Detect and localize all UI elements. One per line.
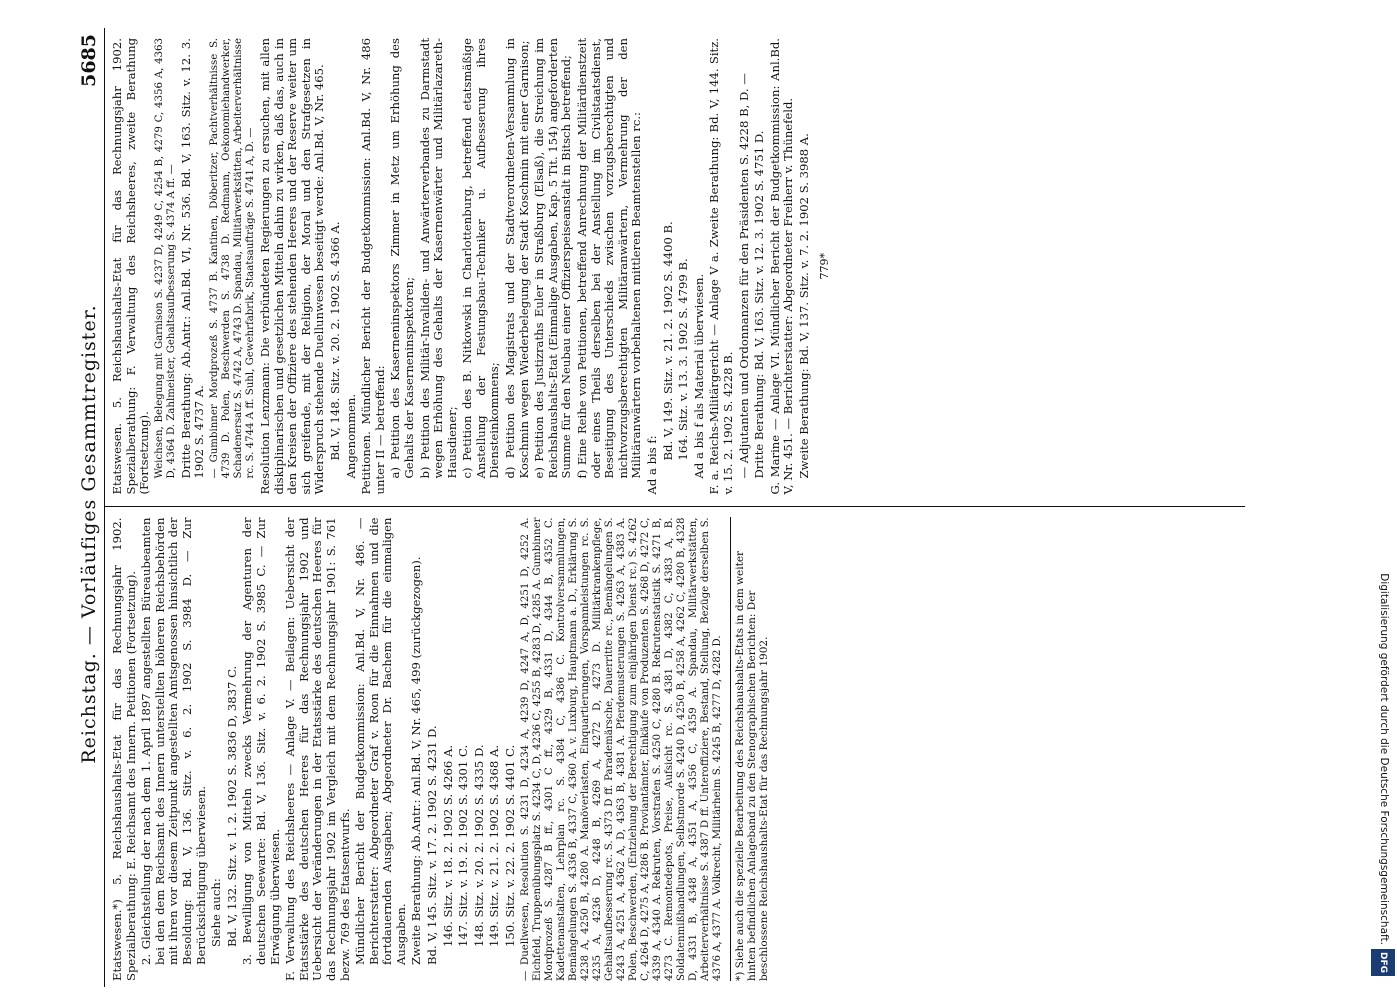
page-title: Reichstag. — Vorläufiges Gesammtregister. <box>78 304 100 764</box>
text-entry: f) Eine Reihe von Petitionen, betreffend Anrechnung der Militärdienstzeit oder eines Theils derselben bei der Anstellung im Civilstaatsdienst, Beseitigung des Unterschieds zwischen vorzugsberechtigten und nichtvorzugsberechtigten Militäranwärtern, Vermehrung der den Militäranwärtern vorbehaltenen mittleren Beamtenstellen rc.: <box>575 38 644 479</box>
text-entry: 2. Gleichstellung der nach dem 1. April 1897 angestellten Büreaubeamten bei den dem Reichsamt des Innern unterstellten höheren Reichsbehörden mit ihren vor diesem Zeitpunkt angestellten Amtsgenossen hinsichtlich der Besoldung: Bd. V, 136. Sitz. v. 6. 2. 1902 S. 3984 D. — Zur Berücksichtigung überwiesen. <box>139 517 208 965</box>
text-entry: F. Verwaltung des Reichsheeres — Anlage V. — Beilagen: Uebersicht der Etatsstärke des deutschen Heeres für das Rechnungsjahr 1902 und Uebersicht der Veränderungen in der Etatsstärke des deutschen Heeres für das Rechnungsjahr 1902 im Vergleich mit dem Rechnungsjahr 1901: S. 761 bezw. 769 des Etatsentwurfs. <box>283 517 352 981</box>
text-entry: Zweite Berathung: Ab.Antr.: Anl.Bd. V, Nr. 465, 499 (zurückgezogen). <box>409 556 424 965</box>
left-column <box>105 508 1245 988</box>
text-entry: — Adjutanten und Ordonnanzen für den Präsidenten S. 4228 B, D. — <box>736 73 751 479</box>
funding-sidebar <box>1365 20 1395 980</box>
funding-text: Digitalisierung gefördert durch die Deutsche Forschungsgemeinschaft. <box>1378 573 1390 945</box>
text-entry: Ad a bis f: <box>645 435 659 495</box>
text-entry: — Gumbinner Mordprozeß S. 4737 B. Kantinen, Döberitzer, Pachtverhältnisse S. 4739 D. Polen, Beschwerden S. 4738 D. Redmann, Oekonomiehandwerker, Schadenersatz S. 4742 A, 4743 D. Spandau, Militärwerkstätten, Arbeiterverhältnisse rc. S. 4744 A ff. Suhl, Gewehrfabrik, Staatsaufträge S. 4741 A, D. — <box>208 38 256 479</box>
text-entry: G. Marine — Anlage VI. Mündlicher Bericht der Budgetkommission: Anl.Bd. V, Nr. 451. — Berichterstatter: Abgeordneter Freiherr v. Thünefeld. <box>767 38 796 495</box>
text-entry: Zweite Berathung: Bd. V, 137. Sitz. v. 7. 2. 1902 S. 3988 A. <box>796 133 811 479</box>
text-entry: Angenommen. <box>343 393 358 479</box>
text-entry: 3. Bewilligung von Mitteln zwecks Vermehrung der Agenturen der deutschen Seewarte: Bd. V, 136. Sitz. v. 6. 2. 1902 S. 3985 C. — Zur Erwägung überwiesen. <box>240 517 282 965</box>
text-entry: Etatswesen.*) 5. Reichshaushalts-Etat für das Rechnungsjahr 1902. Spezialberathung: E. Reichsamt des Innern. Petitionen (Fortsetzung). <box>110 517 138 981</box>
text-entry: 149. Sitz. v. 21. 2. 1902 S. 4368 A. <box>487 744 502 947</box>
text-entry: 164. Sitz. v. 13. 3. 1902 S. 4799 B. <box>676 258 691 461</box>
text-entry: Weichsen, Belegung mit Garnison S. 4237 D, 4249 C, 4254 B, 4279 C, 4356 A, 4363 D, 4364 D. Zahlmeister, Gehaltsaufbesserung S. 4374 A ff. — <box>153 38 177 479</box>
text-entry: Ad a bis f als Material überwiesen. <box>691 273 706 479</box>
text-entry: a) Petition des Kaserneninspektors Zimmer in Metz um Erhöhung des Gehalts der Kaserneninspektoren; <box>388 38 416 479</box>
text-entry: d) Petition des Magistrats und der Stadtverordneten-Versammlung in Koschmin wegen Wiederbelegung der Stadt Koschmin mit einer Garnison; <box>503 38 531 479</box>
text-entry: F. a. Reichs-Militärgericht — Anlage V a. Zweite Berathung: Bd. V, 144. Sitz. v. 15. 2. 1902 S. 4228 B. <box>707 38 735 495</box>
text-entry: 148. Sitz. v. 20. 2. 1902 S. 4335 D. <box>471 744 486 947</box>
columns <box>105 28 1245 987</box>
text-entry: Dritte Berathung: Ab.Antr.: Anl.Bd. VI, Nr. 536. Bd. V, 163. Sitz. v. 12. 3. 1902 S. 4737 A. <box>178 38 207 479</box>
dfg-logo: DFG <box>1371 949 1395 976</box>
page-number: 5685 <box>78 34 100 87</box>
text-entry: e) Petition des Justizraths Euler in Straßburg (Elsaß), die Streichung im Reichshaushalts-Etat (Einmalige Ausgaben, Kap. 5 Tit. 154) angeforderten Summe für den Neubau einer Offizierspeiseanstalt in Bitsch betreffend; <box>532 38 574 479</box>
funding-note <box>1373 20 1395 980</box>
text-entry: Dritte Berathung: Bd. V, 163. Sitz. v. 12. 3. 1902 S. 4751 D. <box>752 130 767 479</box>
text-entry: 146. Sitz. v. 18. 2. 1902 S. 4266 A. <box>440 744 455 947</box>
footnote: *) Siehe auch die spezielle Bearbeitung des Reichshaushalts-Etats in dem weiter hinten befindlichen Anlageband zu den Stenographischen Berichten: Der beschlossene Reichshaushalts-Etat für das Rechnungsjahr 1902. <box>730 518 771 982</box>
right-column <box>105 28 1245 508</box>
text-entry: Bd. V, 148. Sitz. v. 20. 2. 1902 S. 4366 A. <box>327 221 342 461</box>
text-entry: 150. Sitz. v. 22. 2. 1902 S. 4401 C. <box>503 744 518 947</box>
text-entry: Mündlicher Bericht der Budgetkommission: Anl.Bd. V, Nr. 486. — Berichterstatter: Abgeordneter Graf v. Roon für die Einnahmen und die fortdauernden Ausgaben; Abgeordneter Dr. Bachem für die einmaligen Ausgaben. <box>353 517 408 965</box>
page-marker: 779* <box>817 253 831 280</box>
rotated-page <box>68 20 1258 995</box>
text-entry: c) Petition des B. Nitkowski in Charlottenburg, betreffend etatsmäßige Anstellung der Festungsbau-Techniker u. Aufbesserung ihres Diensteinkommens; <box>460 38 502 479</box>
text-entry: b) Petition des Militär-Invaliden- und Anwärterverbandes zu Darmstadt wegen Erhöhung des Gehalts der Kasernenwärter und Militärlazareth-Hausdiener; <box>417 38 459 479</box>
page-header <box>74 28 105 987</box>
text-entry: Bd. V, 132. Sitz. v. 1. 2. 1902 S. 3836 D, 3837 C. <box>224 665 239 947</box>
text-entry: Resolution Lenzmann: Die verbündeten Regierungen zu ersuchen, mit allen diskiplinarischen und gesetzlichen Mitteln dahin zu wirken, daß das, auch in den Kreisen der Offiziere des stehenden Heeres und der Reserve weiter um sich greifende, mit der Religion, der Moral und den Strafgesetzen in Widerspruch stehende Duellunwesen beseitigt werde: Anl.Bd. V, Nr. 465. <box>257 38 327 495</box>
text-entry: 147. Sitz. v. 19. 2. 1902 S. 4301 C. <box>456 744 471 947</box>
text-entry: Siehe auch: <box>209 878 224 947</box>
text-entry: Bd. V, 145. Sitz. v. 17. 2. 1902 S. 4231 D. <box>425 725 440 965</box>
text-entry: Etatswesen. 5. Reichshaushalts-Etat für das Rechnungsjahr 1902. Spezialberathung: F. Verwaltung des Reichsheeres, zweite Berathung (Fortsetzung). <box>110 38 152 495</box>
text-entry: Petitionen. Mündlicher Bericht der Budgetkommission: Anl.Bd. V, Nr. 486 unter II — betreffend: <box>359 38 387 495</box>
text-entry: Bd. V, 149. Sitz. v. 21. 2. 1902 S. 4400 B. <box>660 221 675 461</box>
text-entry: — Duellwesen, Resolution S. 4231 D, 4234 A, 4239 D, 4247 A, D, 4251 D, 4252 A. Eichfeld, Truppenübungsplatz S. 4234 C, D, 4236 C, 4255 B, 4283 D, 4285 A. Gumbinner Mordprozeß S. 4287 B ff., 4301 C ff., 4329 B, 4331 D, 4344 B, 4352 C. Kadettenanstalten, Lehrplan rc. S. 4384 C, 4386 C. Kontrolversammlungen, Bemängelungen S. 4336 B, 4337 C, 4360 A. v. Luxburg, Hauptmann a. D., Erklärung S. 4238 A, 4250 B, 4280 A. Manöverlasten, Einquartierungen, Vorspannleistungen rc. S. 4235 A, 4236 D, 4248 B, 4269 A, 4272 D, 4273 D. Militärkrankenpflege, Gehaltsaufbesserung rc. S. 4373 D ff. Parademärsche, Dauerritte rc., Bemängelungen S. 4243 A, 4251 A, 4362 A, D, 4363 B, 4381 A. Pferdemusterungen S. 4263 A, 4383 A. Polen, Beschwerden, (Entziehung der Berechtigung zum einjährigen Dienst rc.) S. 4262 C, 4264 D, 4275 A, 4286 B. Proviantämter, Einkäufe von Produzenten S. 4268 D, 4272 C, 4339 A, 4340 A. Rekruten, Vorstrafen S. 4250 C, 4280 B. Rekrutenstatistik S. 4271 B, 4273 C. Remontedepots, Preise, Aufsicht rc. S. 4381 D, 4382 C, 4383 A, B. Soldatenmißhandlungen, Selbstmorde S. 4240 D, 4250 B, 4258 A, 4262 C, 4280 B, 4328 D, 4331 B, 4348 A, 4351 A, 4356 C, 4359 A. Spandau, Militärwerkstätten, Arbeiterverhältnisse S. 4387 D ff. Unteroffiziere, Bestand, Stellung, Bezüge derselben S. 4376 A, 4377 A. Volkrecht, Militärheim S. 4245 B, 4277 D, 4282 D. <box>519 517 723 981</box>
